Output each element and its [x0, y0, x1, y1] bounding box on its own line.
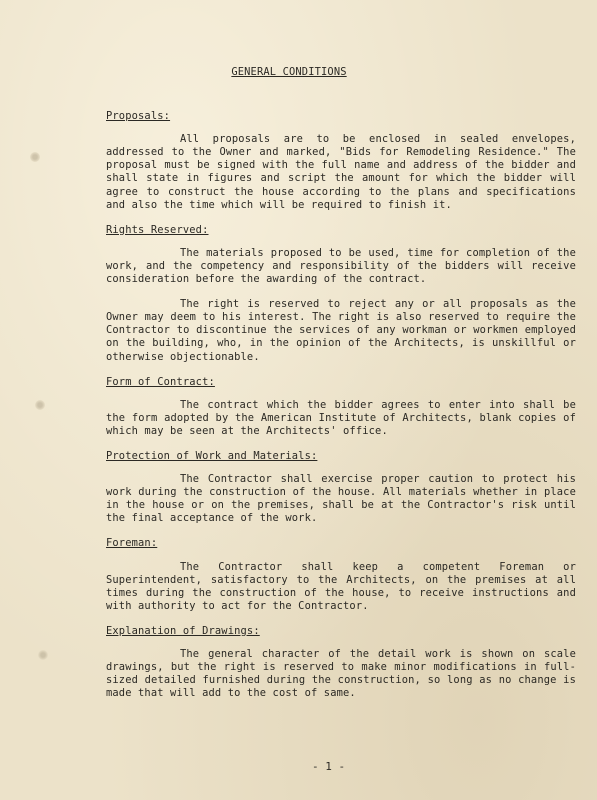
section-heading: Explanation of Drawings: — [106, 624, 260, 637]
section-paragraph: The Contractor shall exercise proper caution to protect his work during the construction of the house. All materials whether in place in the house or on the premises, shall be at the Contractor's risk until the final acceptance of the work. — [106, 473, 576, 525]
section-paragraph: The contract which the bidder agrees to enter into shall be the form adopted by the American Institute of Architects, blank copies of which may be seen at the Architects' office. — [106, 398, 576, 437]
section-foreman — [106, 537, 576, 612]
section-paragraph: All proposals are to be enclosed in sealed envelopes, addressed to the Owner and marked, "Bids for Remodeling Residence." The proposal must be signed with the full name and address of the bidder and shall state in figures and script the amount for which the bidder will agree to construct the house according to the plans and specifications and also the time which will be required to finish it. — [106, 133, 576, 211]
section-drawings — [106, 625, 576, 700]
document-body — [106, 66, 576, 712]
section-heading: Rights Reserved: — [106, 223, 209, 236]
section-heading: Proposals: — [106, 110, 171, 123]
section-heading: Form of Contract: — [106, 375, 215, 388]
punch-hole — [35, 400, 45, 410]
punch-hole — [30, 152, 40, 162]
section-paragraph: The right is reserved to reject any or all proposals as the Owner may deem to his interest. The right is also reserved to require the Contractor to discontinue the services of any workman or workmen employed on the building, who, in the opinion of the Architects, is unskillful or otherwise objectionable. — [106, 298, 576, 363]
section-rights-reserved — [106, 224, 576, 364]
section-form-of-contract — [106, 376, 576, 438]
page-title: GENERAL CONDITIONS — [231, 66, 347, 78]
section-paragraph: The general character of the detail work is shown on scale drawings, but the right is reserved to make minor modifications in full-sized detailed furnished during the construction, so long as no change is made that will add to the cost of same. — [106, 648, 576, 700]
page-number: - 1 - — [312, 760, 346, 773]
punch-hole — [38, 650, 48, 660]
section-paragraph: The materials proposed to be used, time for completion of the work, and the competency and responsibility of the bidders will receive consideration before the awarding of the contract. — [106, 246, 576, 286]
section-heading: Protection of Work and Materials: — [106, 449, 318, 462]
section-heading: Foreman: — [106, 537, 158, 550]
section-paragraph: The Contractor shall keep a competent Foreman or Superintendent, satisfactory to the Architects, on the premises at all times during the construction of the house, to receive instructions and with authority to act for the Contractor. — [106, 560, 576, 612]
section-protection — [106, 450, 576, 525]
section-proposals — [106, 110, 576, 212]
